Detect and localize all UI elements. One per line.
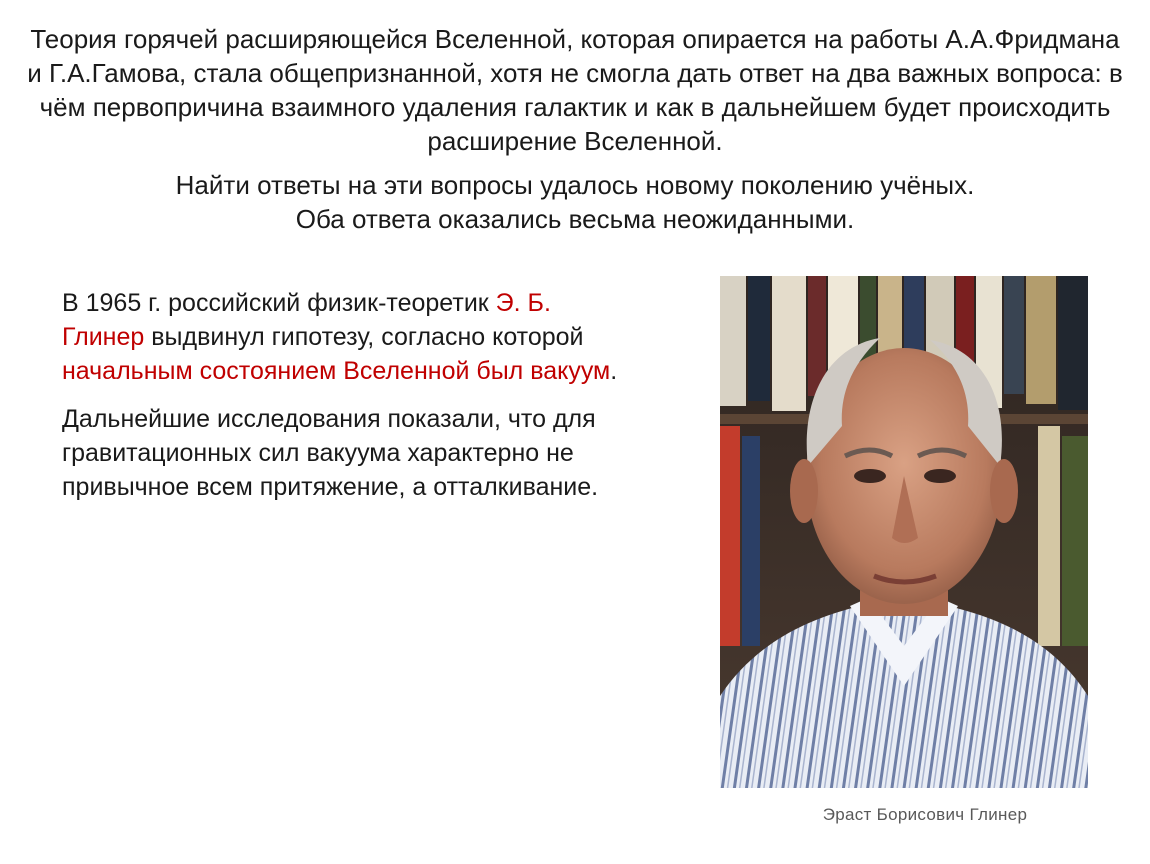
intro-paragraph-2 [20,168,1130,236]
scientist-name: Э. Б. Глинер [62,289,551,351]
portrait-photo [720,276,1088,788]
intro-text [20,22,1130,236]
intro-paragraph-2-line-2: Оба ответа оказались весьма неожиданными. [295,204,855,234]
intro-paragraph-1: Теория горячей расширяющейся Вселенной, которая опирается на работы А.А.Фридмана и Г.А.Гамова, стала общепризнанной, хотя не смогла дать ответ на два важных вопроса: в чём первопричина взаимного удаления галактик и как в дальнейшем будет происходить расширение Вселенной. [27,24,1123,156]
hypothesis-text-middle: выдвинул гипотезу, согласно которой [144,323,584,351]
hypothesis-highlight: начальным состоянием Вселенной был вакуум [62,357,611,385]
hypothesis-text-end: . [610,357,618,385]
body-text [62,286,622,504]
photo-caption: Эраст Борисович Глинер [822,805,1028,824]
hypothesis-text-start: В 1965 г. российский физик-теоретик [62,289,496,317]
research-paragraph: Дальнейшие исследования показали, что для гравитационных сил вакуума характерно не привычное всем притяжение, а отталкивание. [62,405,599,501]
hypothesis-paragraph [62,286,622,388]
intro-paragraph-2-line-1: Найти ответы на эти вопросы удалось новому поколению учёных. [175,170,975,200]
portrait-illustration [720,276,1088,788]
